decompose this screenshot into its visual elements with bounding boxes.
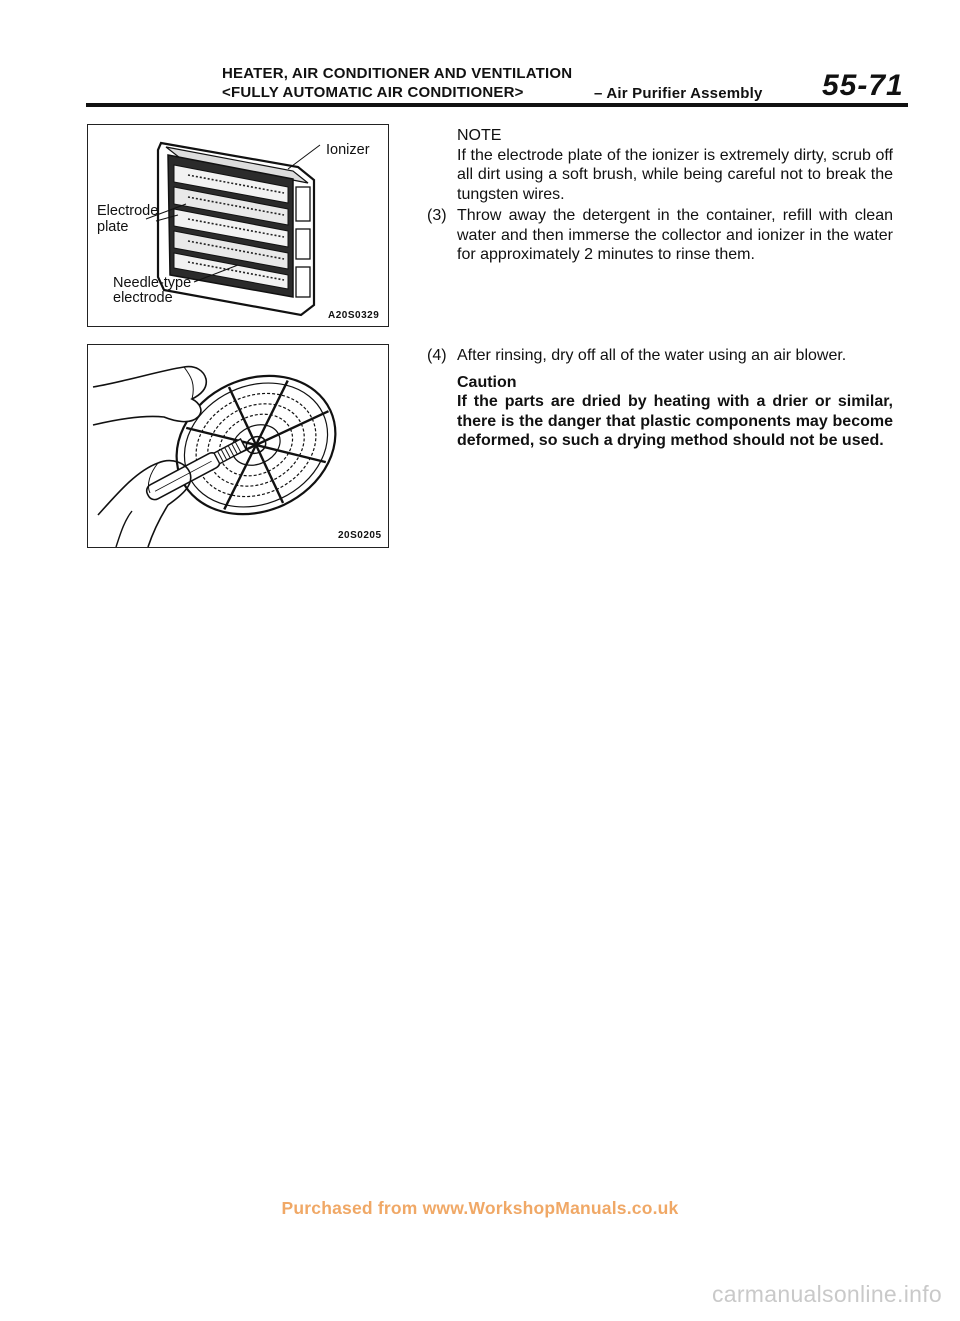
figure-code: 20S0205 (338, 530, 382, 541)
step-4-number: (4) (427, 347, 447, 364)
label-ionizer: Ionizer (326, 142, 370, 158)
figure-brushing (87, 344, 389, 548)
label-electrode-plate-line2: plate (97, 219, 129, 235)
site-footer: carmanualsonline.info (711, 1281, 942, 1307)
caution-text: If the parts are dried by heating with a drier or similar, there is the danger that plastic components may become deformed, so such a drying method should not be used. (457, 393, 893, 449)
note-text: If the electrode plate of the ionizer is extremely dirty, scrub off all dirt using a soft brush, while being careful not to break the tungsten wires. (457, 146, 893, 203)
purchase-watermark: Purchased from www.WorkshopManuals.co.uk (281, 1198, 679, 1218)
step-3-number: (3) (427, 207, 447, 224)
note-heading: NOTE (457, 127, 502, 144)
label-needle-electrode-line1: Needle-type (113, 275, 192, 291)
caution-heading: Caution (457, 374, 517, 391)
content-column (457, 126, 893, 204)
header-title-line2: <FULLY AUTOMATIC AIR CONDITIONER> (222, 84, 524, 101)
label-electrode-plate-line1: Electrode (97, 203, 159, 219)
brushing-illustration (88, 345, 388, 547)
step-3-text: Throw away the detergent in the container, refill with clean water and then immerse the collector and ionizer in the water for approximately 2 minutes to rinse them. (457, 207, 893, 263)
figure-ionizer (87, 124, 389, 327)
page-number: 55-71 (822, 69, 904, 102)
header-section: – Air Purifier Assembly (594, 85, 763, 102)
figure-code: A20S0329 (328, 310, 380, 321)
header-title-line1: HEATER, AIR CONDITIONER AND VENTILATION (222, 65, 573, 82)
step-4-text: After rinsing, dry off all of the water using an air blower. (457, 347, 847, 364)
label-needle-electrode-line2: electrode (113, 290, 173, 306)
header-rule (86, 103, 908, 107)
